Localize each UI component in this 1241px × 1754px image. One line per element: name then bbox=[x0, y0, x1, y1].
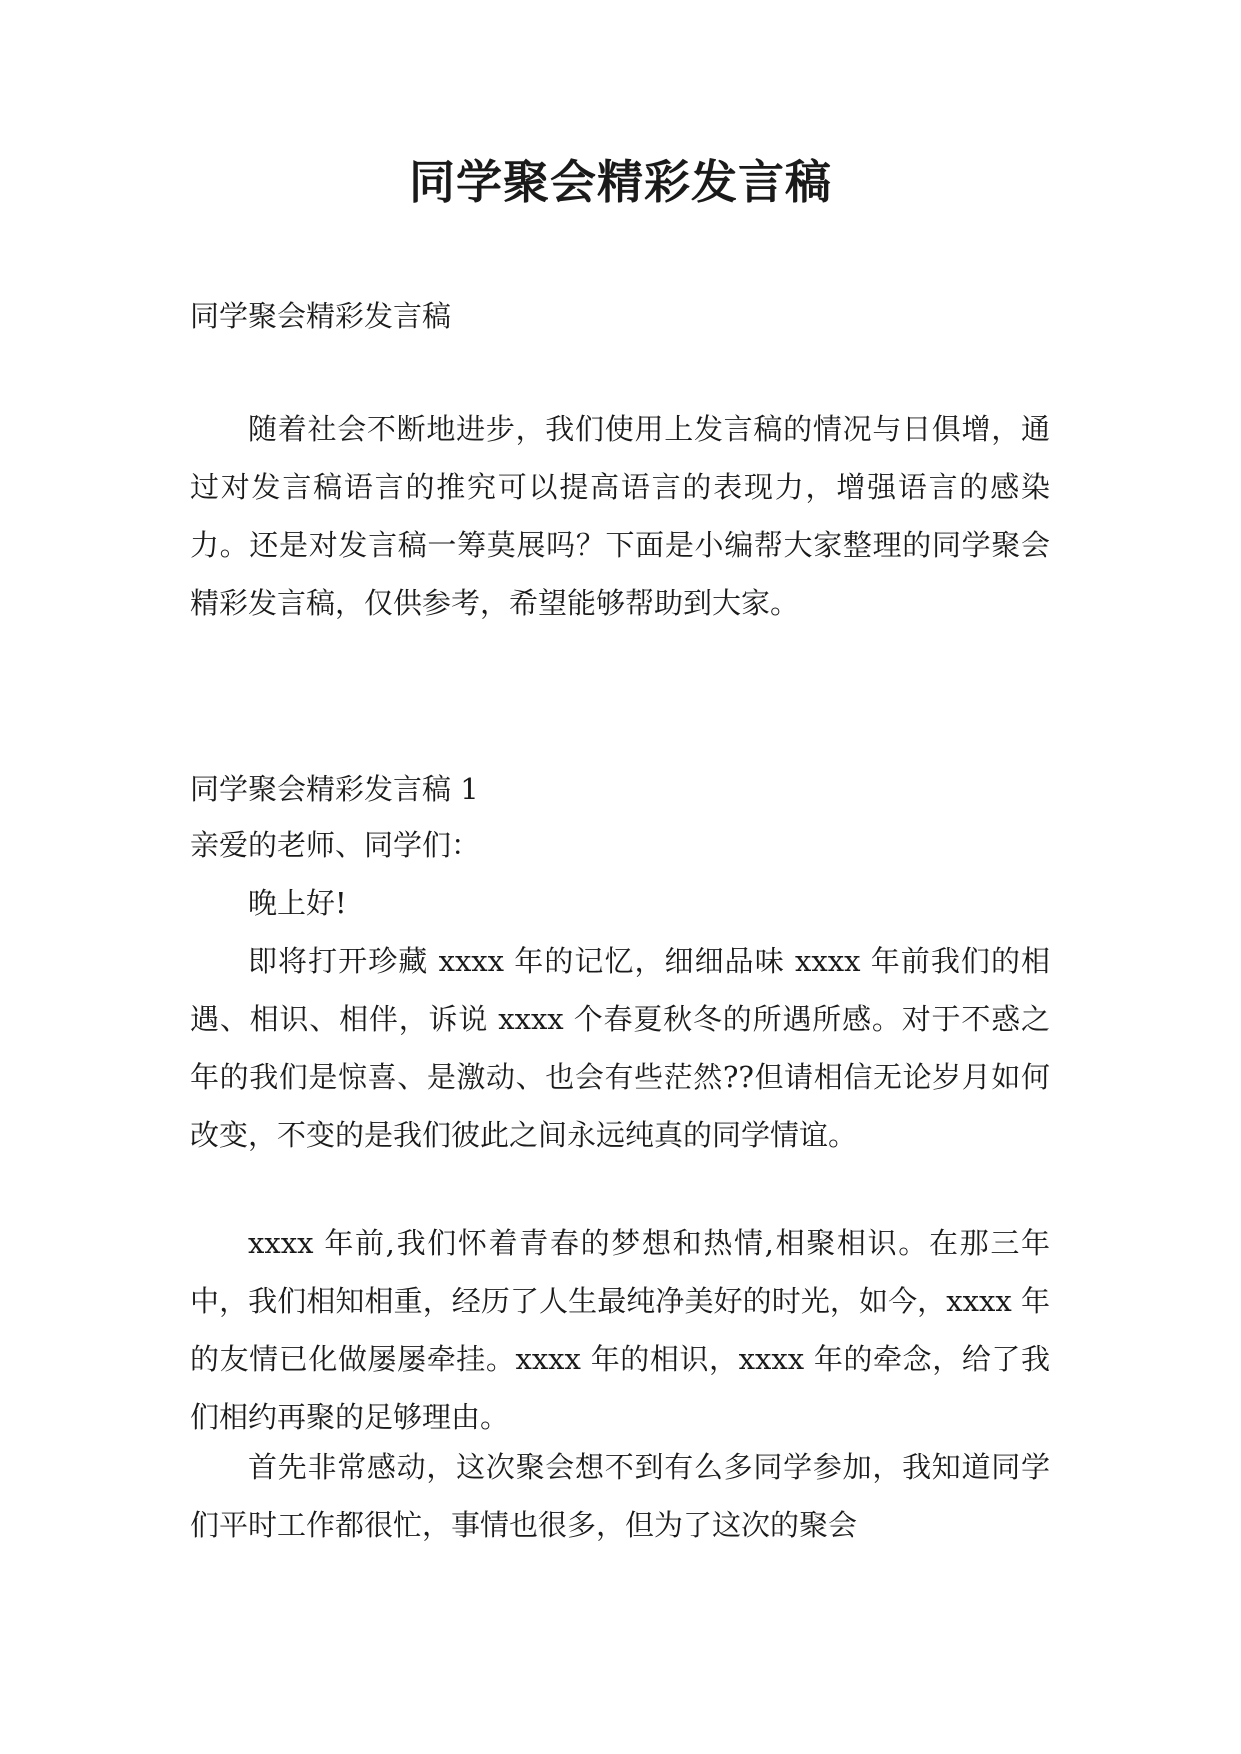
hello-line: 晚上好! bbox=[248, 886, 347, 920]
body-paragraph: xxxx 年前,我们怀着青春的梦想和热情,相聚相识。在那三年中，我们相知相重，经历了人生最纯净美好的时光，如今，xxxx 年的友情已化做屡屡牵挂。xxxx 年的相识，xxxx 年的牵念，给了我们相约再聚的足够理由。 bbox=[190, 1226, 1050, 1434]
body-paragraph: 即将打开珍藏 xxxx 年的记忆，细细品味 xxxx 年前我们的相遇、相识、相伴，诉说 xxxx 个春夏秋冬的所遇所感。对于不惑之年的我们是惊喜、是激动、也会有些茫然??但请相信无论岁月如何改变，不变的是我们彼此之间永远纯真的同学情谊。 bbox=[190, 944, 1050, 1152]
greeting-line: 亲爱的老师、同学们： bbox=[190, 828, 481, 862]
intro-paragraph: 随着社会不断地进步，我们使用上发言稿的情况与日俱增，通过对发言稿语言的推究可以提高语言的表现力，增强语言的感染力。还是对发言稿一筹莫展吗？下面是小编帮大家整理的同学聚会精彩发言稿，仅供参考，希望能够帮助到大家。 bbox=[190, 412, 1050, 620]
body-paragraph: 首先非常感动，这次聚会想不到有么多同学参加，我知道同学们平时工作都很忙，事情也很多，但为了这次的聚会 bbox=[190, 1450, 1050, 1542]
document-title: 同学聚会精彩发言稿 bbox=[409, 155, 832, 209]
document-subtitle: 同学聚会精彩发言稿 bbox=[190, 299, 452, 333]
section-heading: 同学聚会精彩发言稿 1 bbox=[190, 772, 479, 806]
